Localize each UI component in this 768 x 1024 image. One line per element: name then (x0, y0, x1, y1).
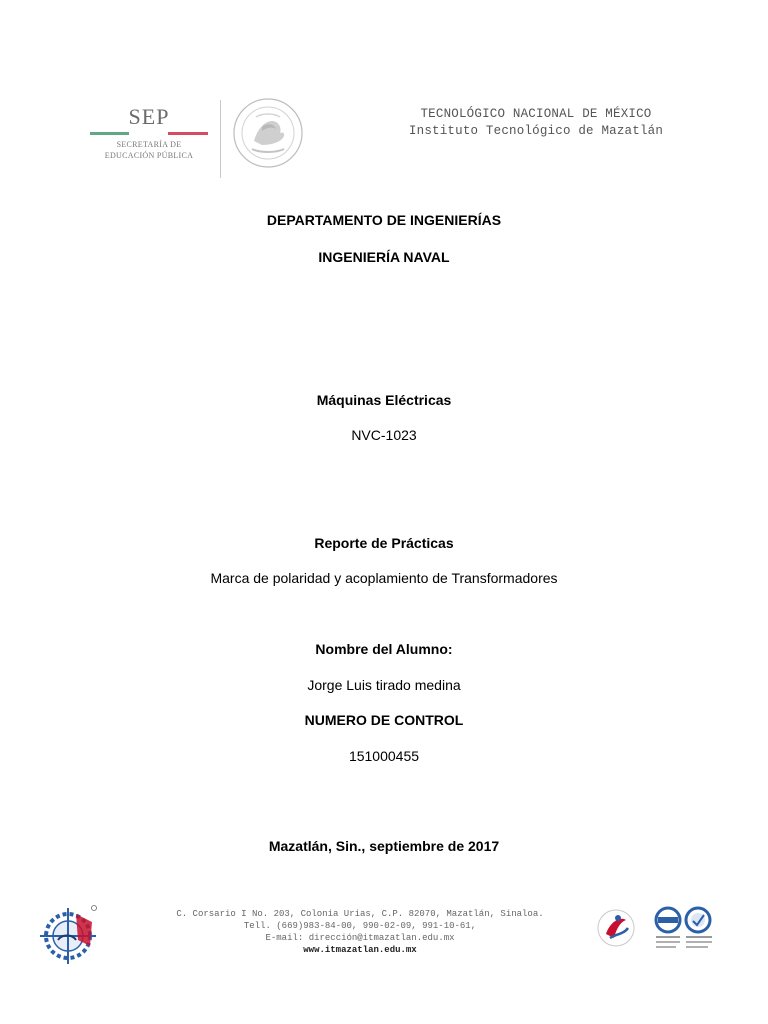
control-number-value: 151000455 (348, 748, 420, 764)
footer-website[interactable]: www.itmazatlan.edu.mx (303, 945, 417, 955)
sep-logo-stripe (90, 132, 208, 135)
document-header (0, 0, 768, 190)
program-title: INGENIERÍA NAVAL (318, 249, 450, 265)
student-name: Jorge Luis tirado medina (307, 677, 461, 693)
control-number-label: NUMERO DE CONTROL (304, 712, 464, 728)
sep-logo-line2: EDUCACIÓN PÚBLICA (104, 151, 194, 160)
sep-logo-word: SEP (128, 104, 170, 129)
footer-phone: Tell. (669)983-84-00, 990-02-09, 991-10-61, (243, 921, 477, 931)
student-label: Nombre del Alumno: (315, 641, 453, 657)
footer-email: E-mail: dirección@itmazatlan.edu.mx (265, 933, 455, 943)
institution-line1: TECNOLÓGICO NACIONAL DE MÉXICO (420, 107, 652, 121)
report-title: Reporte de Prácticas (314, 535, 454, 551)
institution-line2: Instituto Tecnológico de Mazatlán (408, 124, 664, 138)
mexico-seal-icon (232, 97, 304, 169)
place-and-date: Mazatlán, Sin., septiembre de 2017 (268, 838, 500, 854)
certification-logos (596, 904, 726, 956)
institution-name (380, 106, 692, 140)
equity-model-icon (598, 910, 634, 946)
sep-logo-line1: SECRETARÍA DE (116, 140, 182, 149)
department-title: DEPARTAMENTO DE INGENIERÍAS (266, 212, 502, 228)
footer-contact (150, 908, 570, 956)
header-divider (220, 100, 221, 178)
footer-address: C. Corsario I No. 203, Colonia Urias, C.P. 82070, Mazatlán, Sinaloa. (176, 909, 544, 919)
sep-logo (86, 96, 212, 164)
report-subject: Marca de polaridad y acoplamiento de Transformadores (210, 570, 558, 586)
itm-emblem-icon (38, 900, 100, 968)
iso-certification-icon (656, 908, 680, 948)
course-name: Máquinas Eléctricas (316, 392, 452, 408)
course-code: NVC-1023 (351, 427, 417, 443)
quality-seal-icon (686, 908, 712, 948)
